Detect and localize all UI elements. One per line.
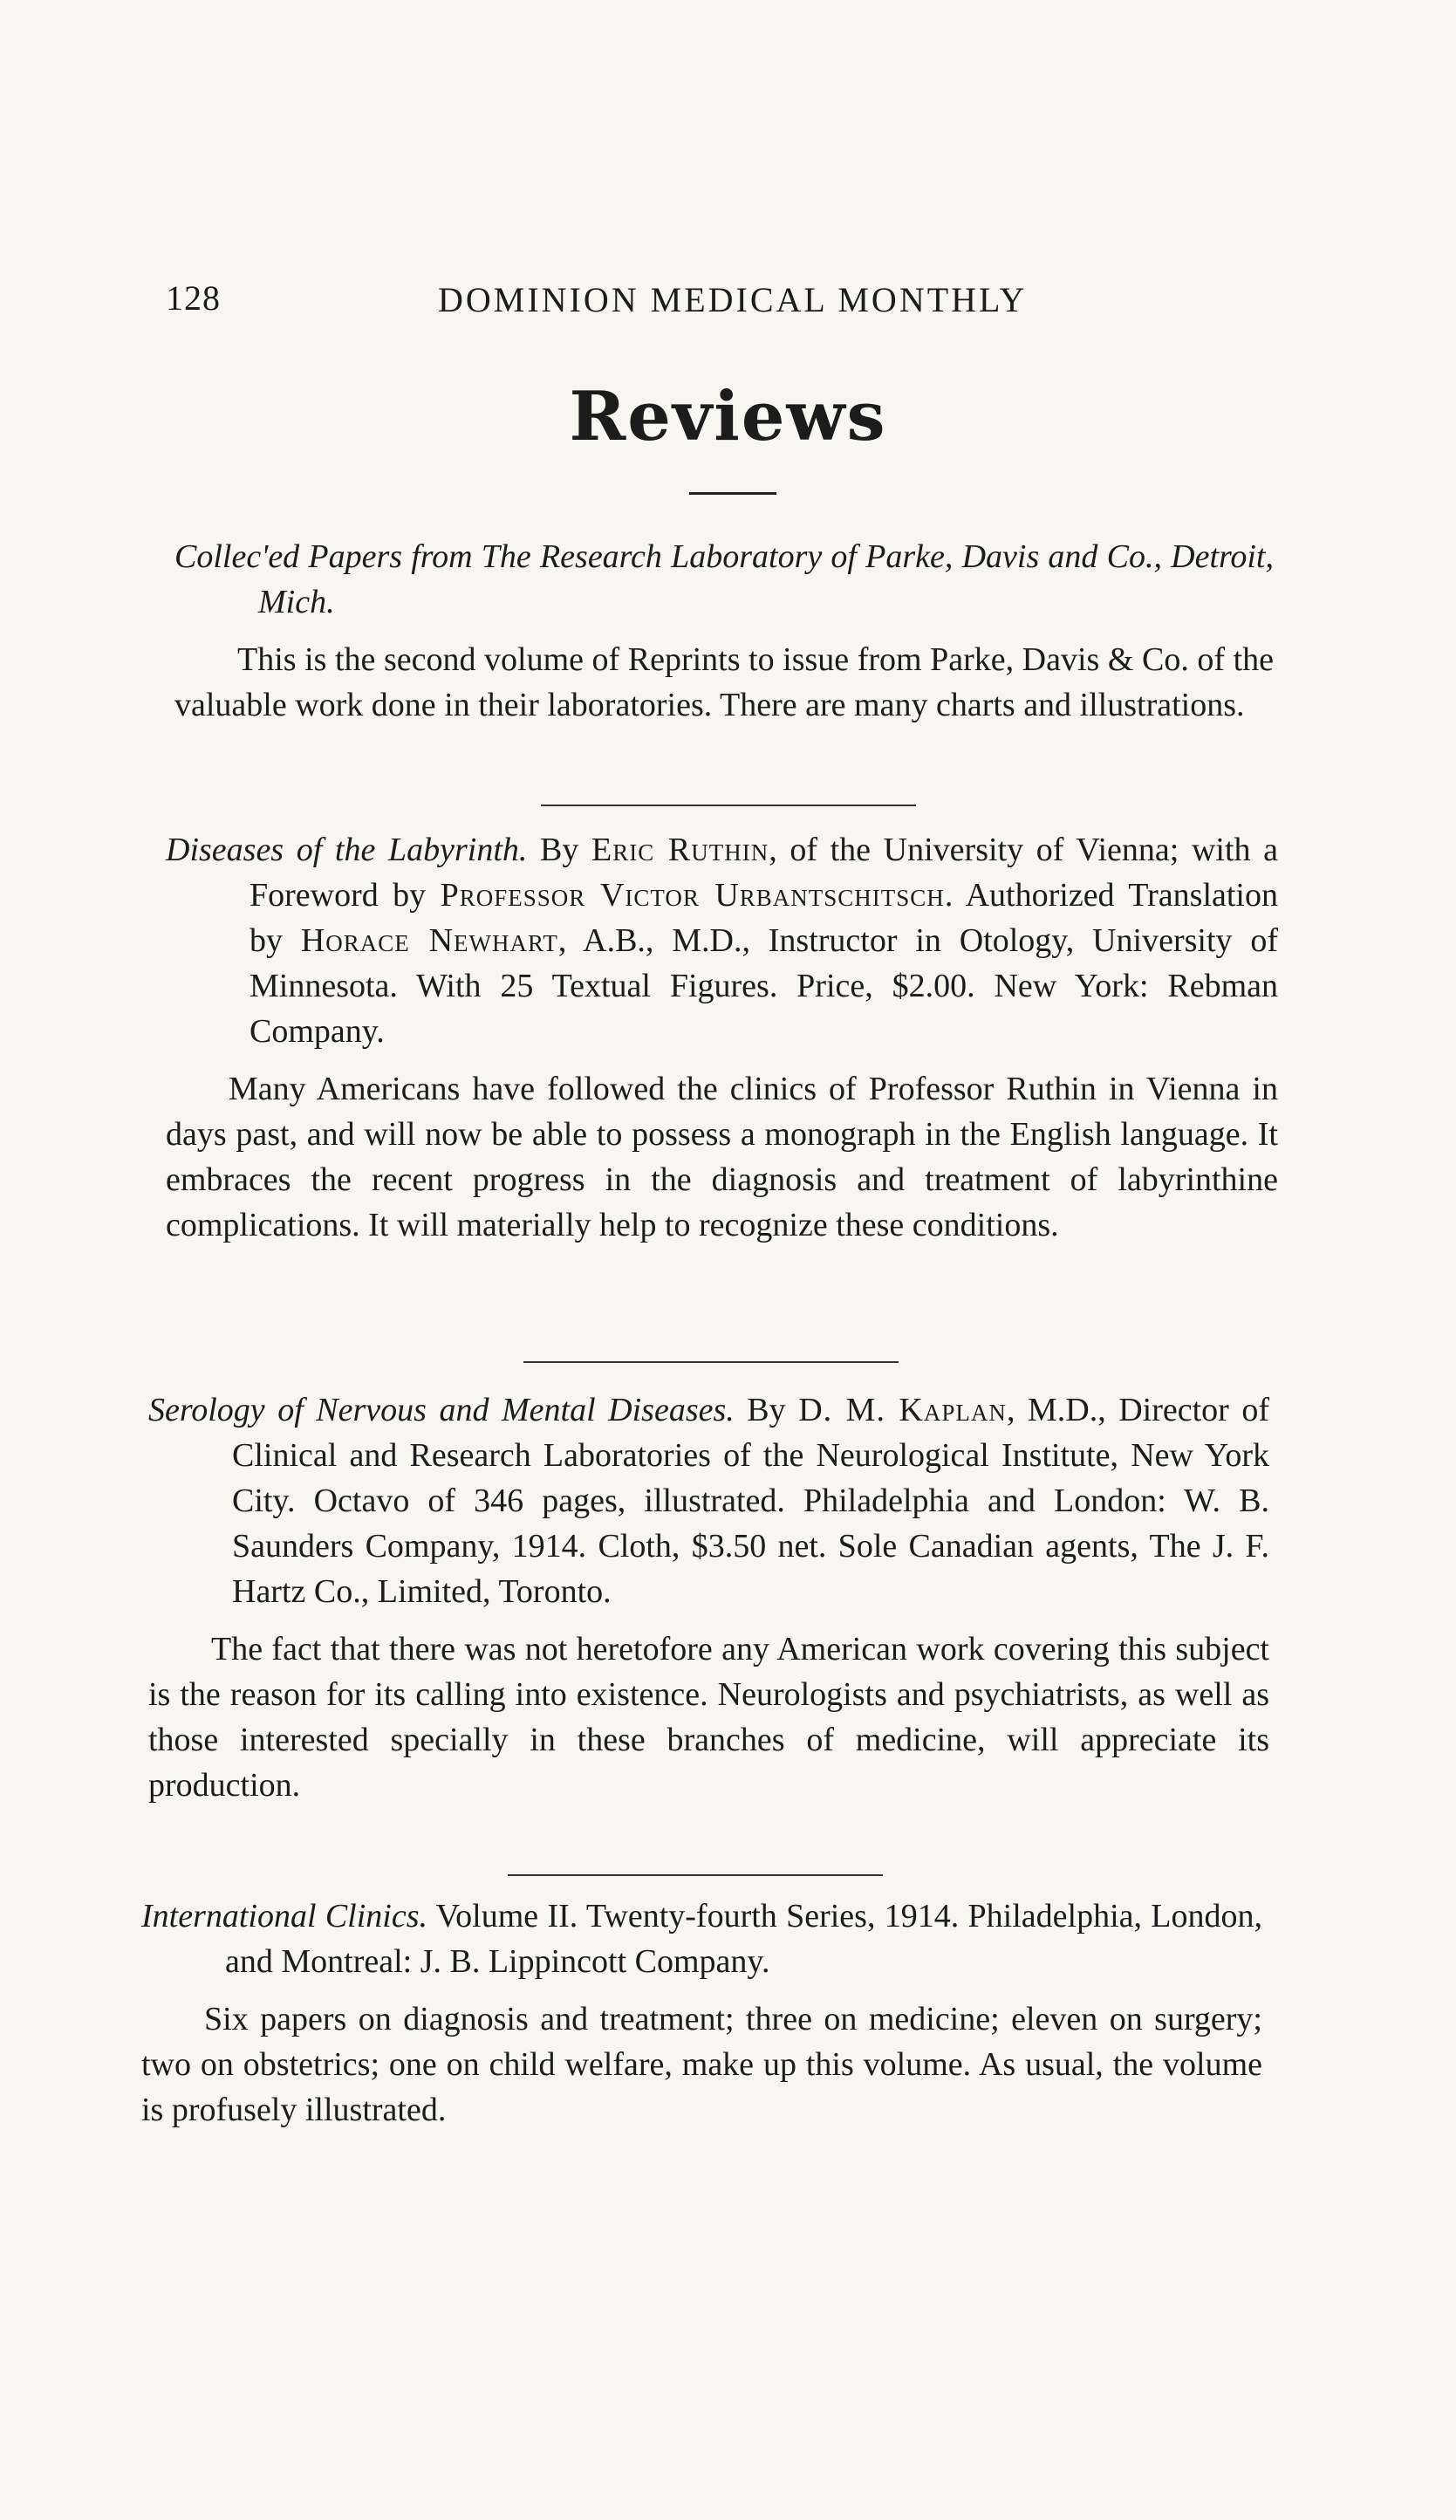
review-1 [174, 534, 1274, 728]
review-body: Many Americans have followed the clinics of Professor Ruthin in Vienna in days past, and will now be able to possess a monograph in the English language. It embraces the recent progress in the diagnosis and treatment of labyrinthine complications. It will materially help to recognize these conditions. [166, 1071, 1278, 1243]
section-title: Reviews [569, 377, 887, 456]
author-info: , of the University of Vienna; with a Foreword by [250, 832, 1279, 914]
foreword-author: Professor Victor Urbantschitsch [440, 877, 945, 914]
translation-info: . Authorized Translation by [250, 877, 1278, 959]
review-body: Six papers on diagnosis and treatment; three on medicine; eleven on surgery; two on obstetrics; one on child welfare, make up this volume. As usual, the volume is profusely illustrated. [141, 2001, 1262, 2128]
divider [523, 1361, 899, 1363]
divider [541, 805, 916, 806]
review-citation [166, 827, 1278, 1054]
review-4 [141, 1893, 1262, 2133]
review-citation [148, 1387, 1269, 1614]
review-body: The fact that there was not heretofore any American work covering this subject is the reason for its calling into existence. Neurologists and psychiatrists, as well as those interested specially in these branches of medicine, will appreciate its production. [148, 1631, 1269, 1804]
review-author: Eric Ruthin [591, 832, 769, 868]
review-author: D. M. Kaplan [798, 1392, 1007, 1428]
review-title: Serology of Nervous and Mental Diseases. [148, 1392, 735, 1428]
divider [508, 1874, 883, 1876]
review-title: Collec'ed Papers from The Research Laboratory of Parke, Davis and Co., Detroit, Mich. [174, 538, 1274, 620]
review-details: Volume II. Twenty-fourth Series, 1914. Philadelphia, London, and Montreal: J. B. Lippincott Company. [225, 1898, 1262, 1980]
page-number: 128 [166, 278, 221, 318]
by-label: By [747, 1392, 786, 1428]
review-title: International Clinics. [141, 1898, 428, 1935]
review-3 [148, 1387, 1269, 1808]
review-citation [174, 534, 1274, 625]
review-body: This is the second volume of Reprints to issue from Parke, Davis & Co. of the valuable work done in their laboratories. There are many charts and illustrations. [174, 641, 1274, 723]
review-details: , M.D., Director of Clinical and Research Laboratories of the Neurological Institute, New York City. Octavo of 346 pages, illustrated. Philadelphia and London: W. B. Saunders Company, 1914. Cloth, $3.50 net. Sole Canadian agents, The J. F. Hartz Co., Limited, Toronto. [232, 1392, 1270, 1610]
by-label: By [540, 832, 579, 868]
journal-title: DOMINION MEDICAL MONTHLY [438, 280, 1028, 319]
review-details: , A.B., M.D., Instructor in Otology, University of Minnesota. With 25 Textual Figures. Price, $2.00. New York: Rebman Company. [250, 922, 1279, 1050]
review-citation [141, 1893, 1262, 1984]
review-2 [166, 827, 1278, 1248]
title-rule [689, 492, 776, 495]
page-header [166, 277, 1299, 330]
review-title: Diseases of the Labyrinth. [166, 832, 528, 868]
translator: Horace Newhart [300, 922, 558, 959]
